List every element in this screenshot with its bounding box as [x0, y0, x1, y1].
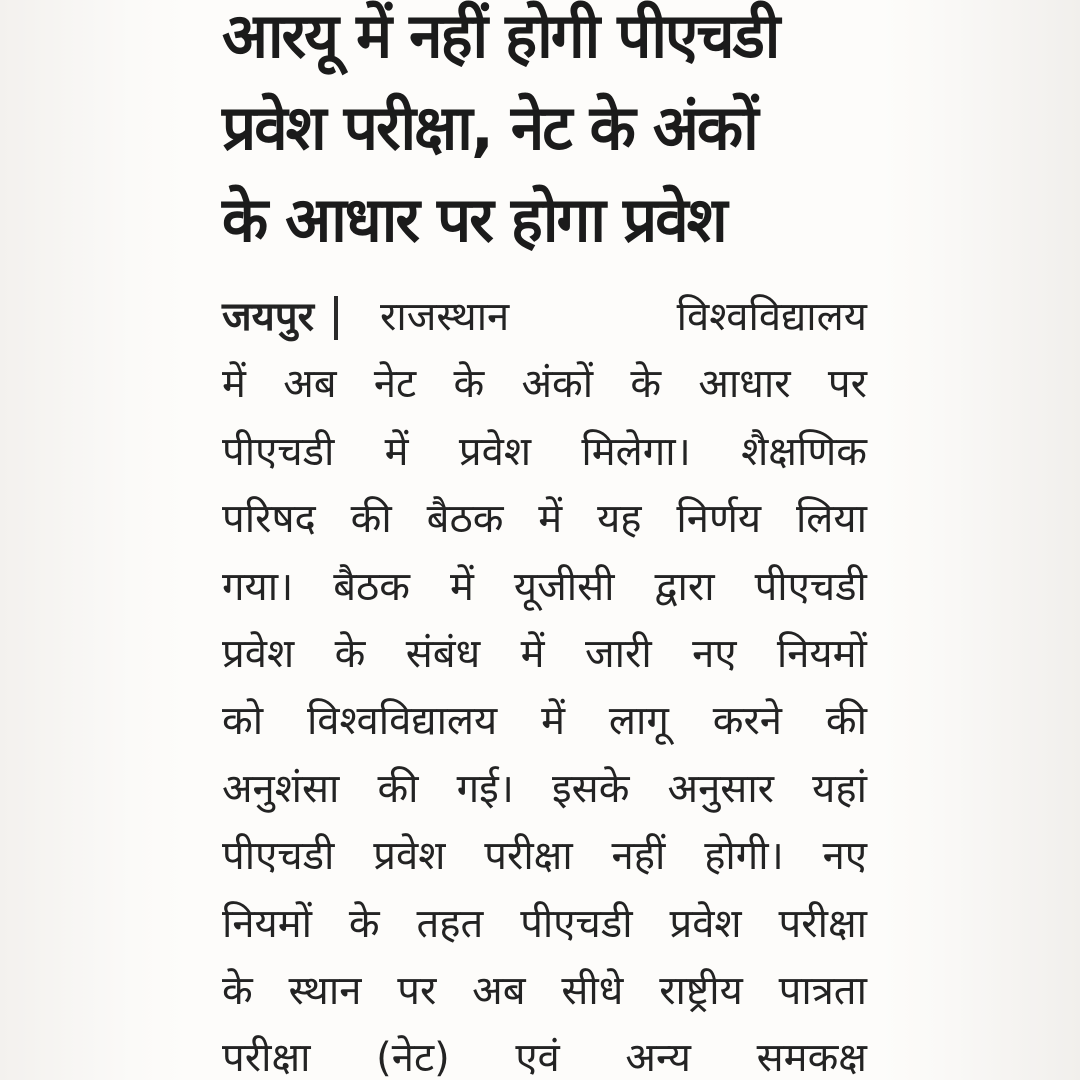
article-word: बैठक — [333, 563, 411, 610]
article-line-7 — [222, 688, 867, 755]
article-line-2 — [222, 351, 867, 418]
article-word: सीधे — [561, 967, 624, 1014]
article-word: जारी — [584, 630, 652, 677]
article-word: विश्वविद्यालय — [676, 294, 867, 340]
article-word: नए — [692, 630, 737, 677]
article-word: नए — [822, 833, 867, 880]
article-word: को — [222, 698, 264, 745]
article-word: अनुशंसा — [222, 765, 340, 812]
article-word: प्रवेश — [669, 900, 742, 947]
article-word: पर — [397, 967, 437, 1014]
article-word: अंकों — [521, 361, 594, 408]
article-word: नियमों — [776, 630, 867, 677]
article-word: गया। — [222, 563, 294, 610]
article-line-5 — [222, 554, 867, 621]
headline — [222, 0, 882, 266]
article-word: नहीं — [611, 833, 666, 880]
article-line-12 — [222, 1025, 867, 1080]
article-word: राष्ट्रीय — [659, 967, 743, 1014]
paper-shade-left — [0, 0, 190, 1080]
article-word: परीक्षा — [222, 1035, 311, 1080]
article-word: यूजीसी — [513, 563, 615, 610]
article-word: प्रवेश — [222, 630, 295, 677]
article-word: मिलेगा। — [581, 428, 691, 475]
article-word: करने — [712, 698, 782, 745]
article-word: में — [541, 698, 566, 745]
article-line-1 — [222, 284, 867, 351]
article-word: पीएचडी — [222, 428, 335, 475]
article-word: की — [377, 765, 419, 812]
headline-line-2: प्रवेश परीक्षा, नेट के अंकों — [222, 91, 757, 164]
article-word: की — [825, 698, 867, 745]
article-word: विश्वविद्यालय — [306, 698, 498, 745]
article-word: में — [450, 563, 474, 610]
article-line-6 — [222, 621, 867, 688]
article-word: में — [520, 630, 545, 677]
headline-line-3: के आधार पर होगा प्रवेश — [222, 183, 726, 256]
article-word: यहां — [812, 765, 867, 812]
article-line-4 — [222, 486, 867, 553]
article-word: अन्य — [625, 1035, 691, 1080]
article-line-3 — [222, 419, 867, 486]
article-word: परिषद — [222, 496, 316, 543]
article-word: परीक्षा — [778, 900, 867, 947]
article-line-8 — [222, 756, 867, 823]
article-word: बैठक — [426, 496, 504, 543]
article-word: परीक्षा — [484, 833, 573, 880]
article-word: में — [384, 428, 409, 475]
dateline: जयपुर — [222, 294, 314, 340]
article-word: गई। — [456, 765, 514, 812]
article-word: समकक्ष — [756, 1035, 867, 1080]
article-word: पात्रता — [778, 967, 867, 1014]
article-word: के — [348, 900, 380, 947]
article-line-1-text — [380, 284, 867, 351]
article-word: एवं — [515, 1035, 560, 1080]
dateline-divider — [334, 296, 338, 340]
headline-line-1: आरयू में नहीं होगी पीएचडी — [222, 0, 779, 72]
article-word: प्रवेश — [458, 428, 532, 475]
article-word: के — [630, 361, 662, 408]
article-word: के — [453, 361, 485, 408]
article-word: यह — [597, 496, 642, 543]
article-word: इसके — [552, 765, 630, 812]
article-word: पीएचडी — [222, 833, 335, 880]
article-word: संबंध — [405, 630, 481, 677]
article-word: शैक्षणिक — [741, 428, 867, 475]
article-word: लागू — [608, 698, 669, 745]
article-body — [222, 284, 867, 1080]
article-word: निर्णय — [676, 496, 762, 543]
article-word: पीएचडी — [754, 563, 867, 610]
article-word: अब — [283, 361, 337, 408]
article-word: स्थान — [288, 967, 362, 1014]
article-word: पीएचडी — [520, 900, 633, 947]
article-word: अब — [472, 967, 526, 1014]
article-line-11 — [222, 958, 867, 1025]
article-word: तहत — [416, 900, 484, 947]
article-word: नियमों — [222, 900, 313, 947]
article-word: पर — [827, 361, 867, 408]
article-word: में — [538, 496, 563, 543]
article-word: (नेट) — [376, 1035, 450, 1080]
article-word: लिया — [795, 496, 867, 543]
article-word: द्वारा — [654, 563, 715, 610]
article-word: आधार — [698, 361, 791, 408]
article-word: के — [334, 630, 366, 677]
article-word: होगी। — [704, 833, 784, 880]
article-line-9 — [222, 823, 867, 890]
paper-shade-right — [880, 0, 1080, 1080]
article-word: नेट — [373, 361, 417, 408]
article-line-10 — [222, 891, 867, 958]
article-word: प्रवेश — [373, 833, 446, 880]
article-word: राजस्थान — [379, 294, 510, 340]
article-word: की — [350, 496, 392, 543]
article-word: के — [222, 967, 253, 1014]
article-word: अनुसार — [667, 765, 775, 812]
article-word: में — [222, 361, 246, 408]
